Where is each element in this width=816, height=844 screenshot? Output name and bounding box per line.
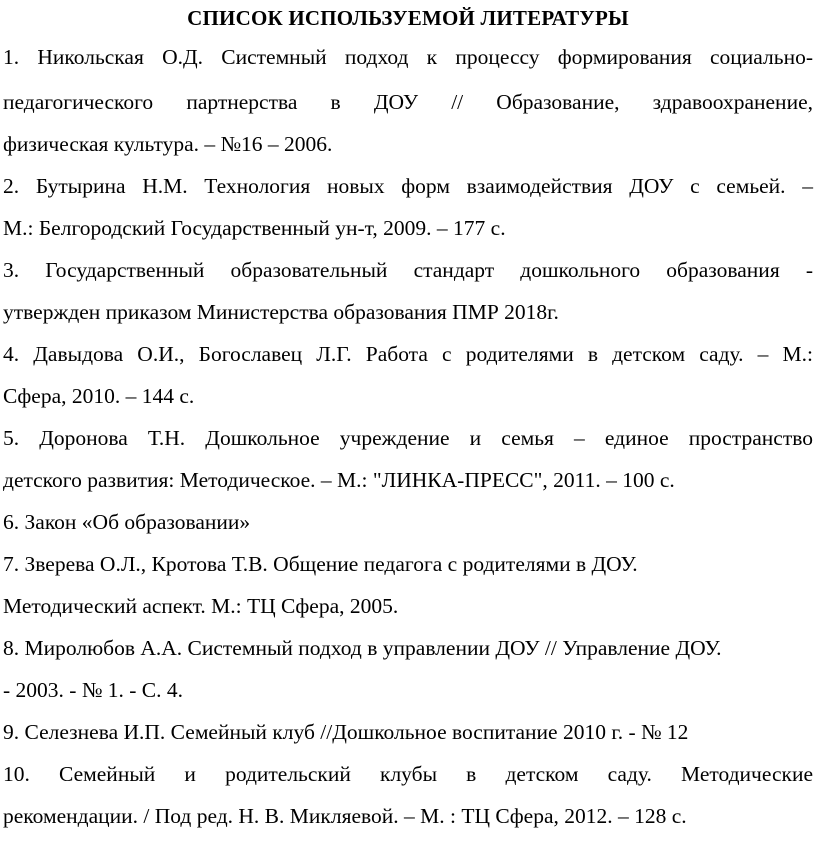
text-line: 10. Семейный и родительский клубы в детском саду. Методические <box>3 762 813 786</box>
text-line: 9. Селезнева И.П. Семейный клуб //Дошкольное воспитание 2010 г. - № 12 <box>3 720 689 744</box>
text-line: педагогического партнерства в ДОУ // Образование, здравоохранение, <box>3 90 813 114</box>
text-line: физическая культура. – №16 – 2006. <box>3 132 333 156</box>
text-line: 1. Никольская О.Д. Системный подход к процессу формирования социально- <box>3 45 813 69</box>
text-line: М.: Белгородский Государственный ун-т, 2009. – 177 с. <box>3 216 506 240</box>
text-line: 3. Государственный образовательный стандарт дошкольного образования - <box>3 258 813 282</box>
text-line: 8. Миролюбов А.А. Системный подход в управлении ДОУ // Управление ДОУ. <box>3 636 722 660</box>
text-line: утвержден приказом Министерства образования ПМР 2018г. <box>3 300 559 324</box>
text-line: 5. Доронова Т.Н. Дошкольное учреждение и семья – единое пространство <box>3 426 813 450</box>
text-line: детского развития: Методическое. – М.: "ЛИНКА-ПРЕСС", 2011. – 100 с. <box>3 468 675 492</box>
text-line: Методический аспект. М.: ТЦ Сфера, 2005. <box>3 594 399 618</box>
text-line: Сфера, 2010. – 144 с. <box>3 384 195 408</box>
text-line: 6. Закон «Об образовании» <box>3 510 251 534</box>
text-line: 4. Давыдова О.И., Богославец Л.Г. Работа с родителями в детском саду. – М.: <box>3 342 813 366</box>
text-line: 7. Зверева О.Л., Кротова Т.В. Общение педагога с родителями в ДОУ. <box>3 552 638 576</box>
page-title: СПИСОК ИСПОЛЬЗУЕМОЙ ЛИТЕРАТУРЫ <box>187 6 629 30</box>
text-line: рекомендации. / Под ред. Н. В. Микляевой. – М. : ТЦ Сфера, 2012. – 128 с. <box>3 804 687 828</box>
text-line: - 2003. - № 1. - С. 4. <box>3 678 183 702</box>
text-line: 2. Бутырина Н.М. Технология новых форм взаимодействия ДОУ с семьей. – <box>3 174 813 198</box>
